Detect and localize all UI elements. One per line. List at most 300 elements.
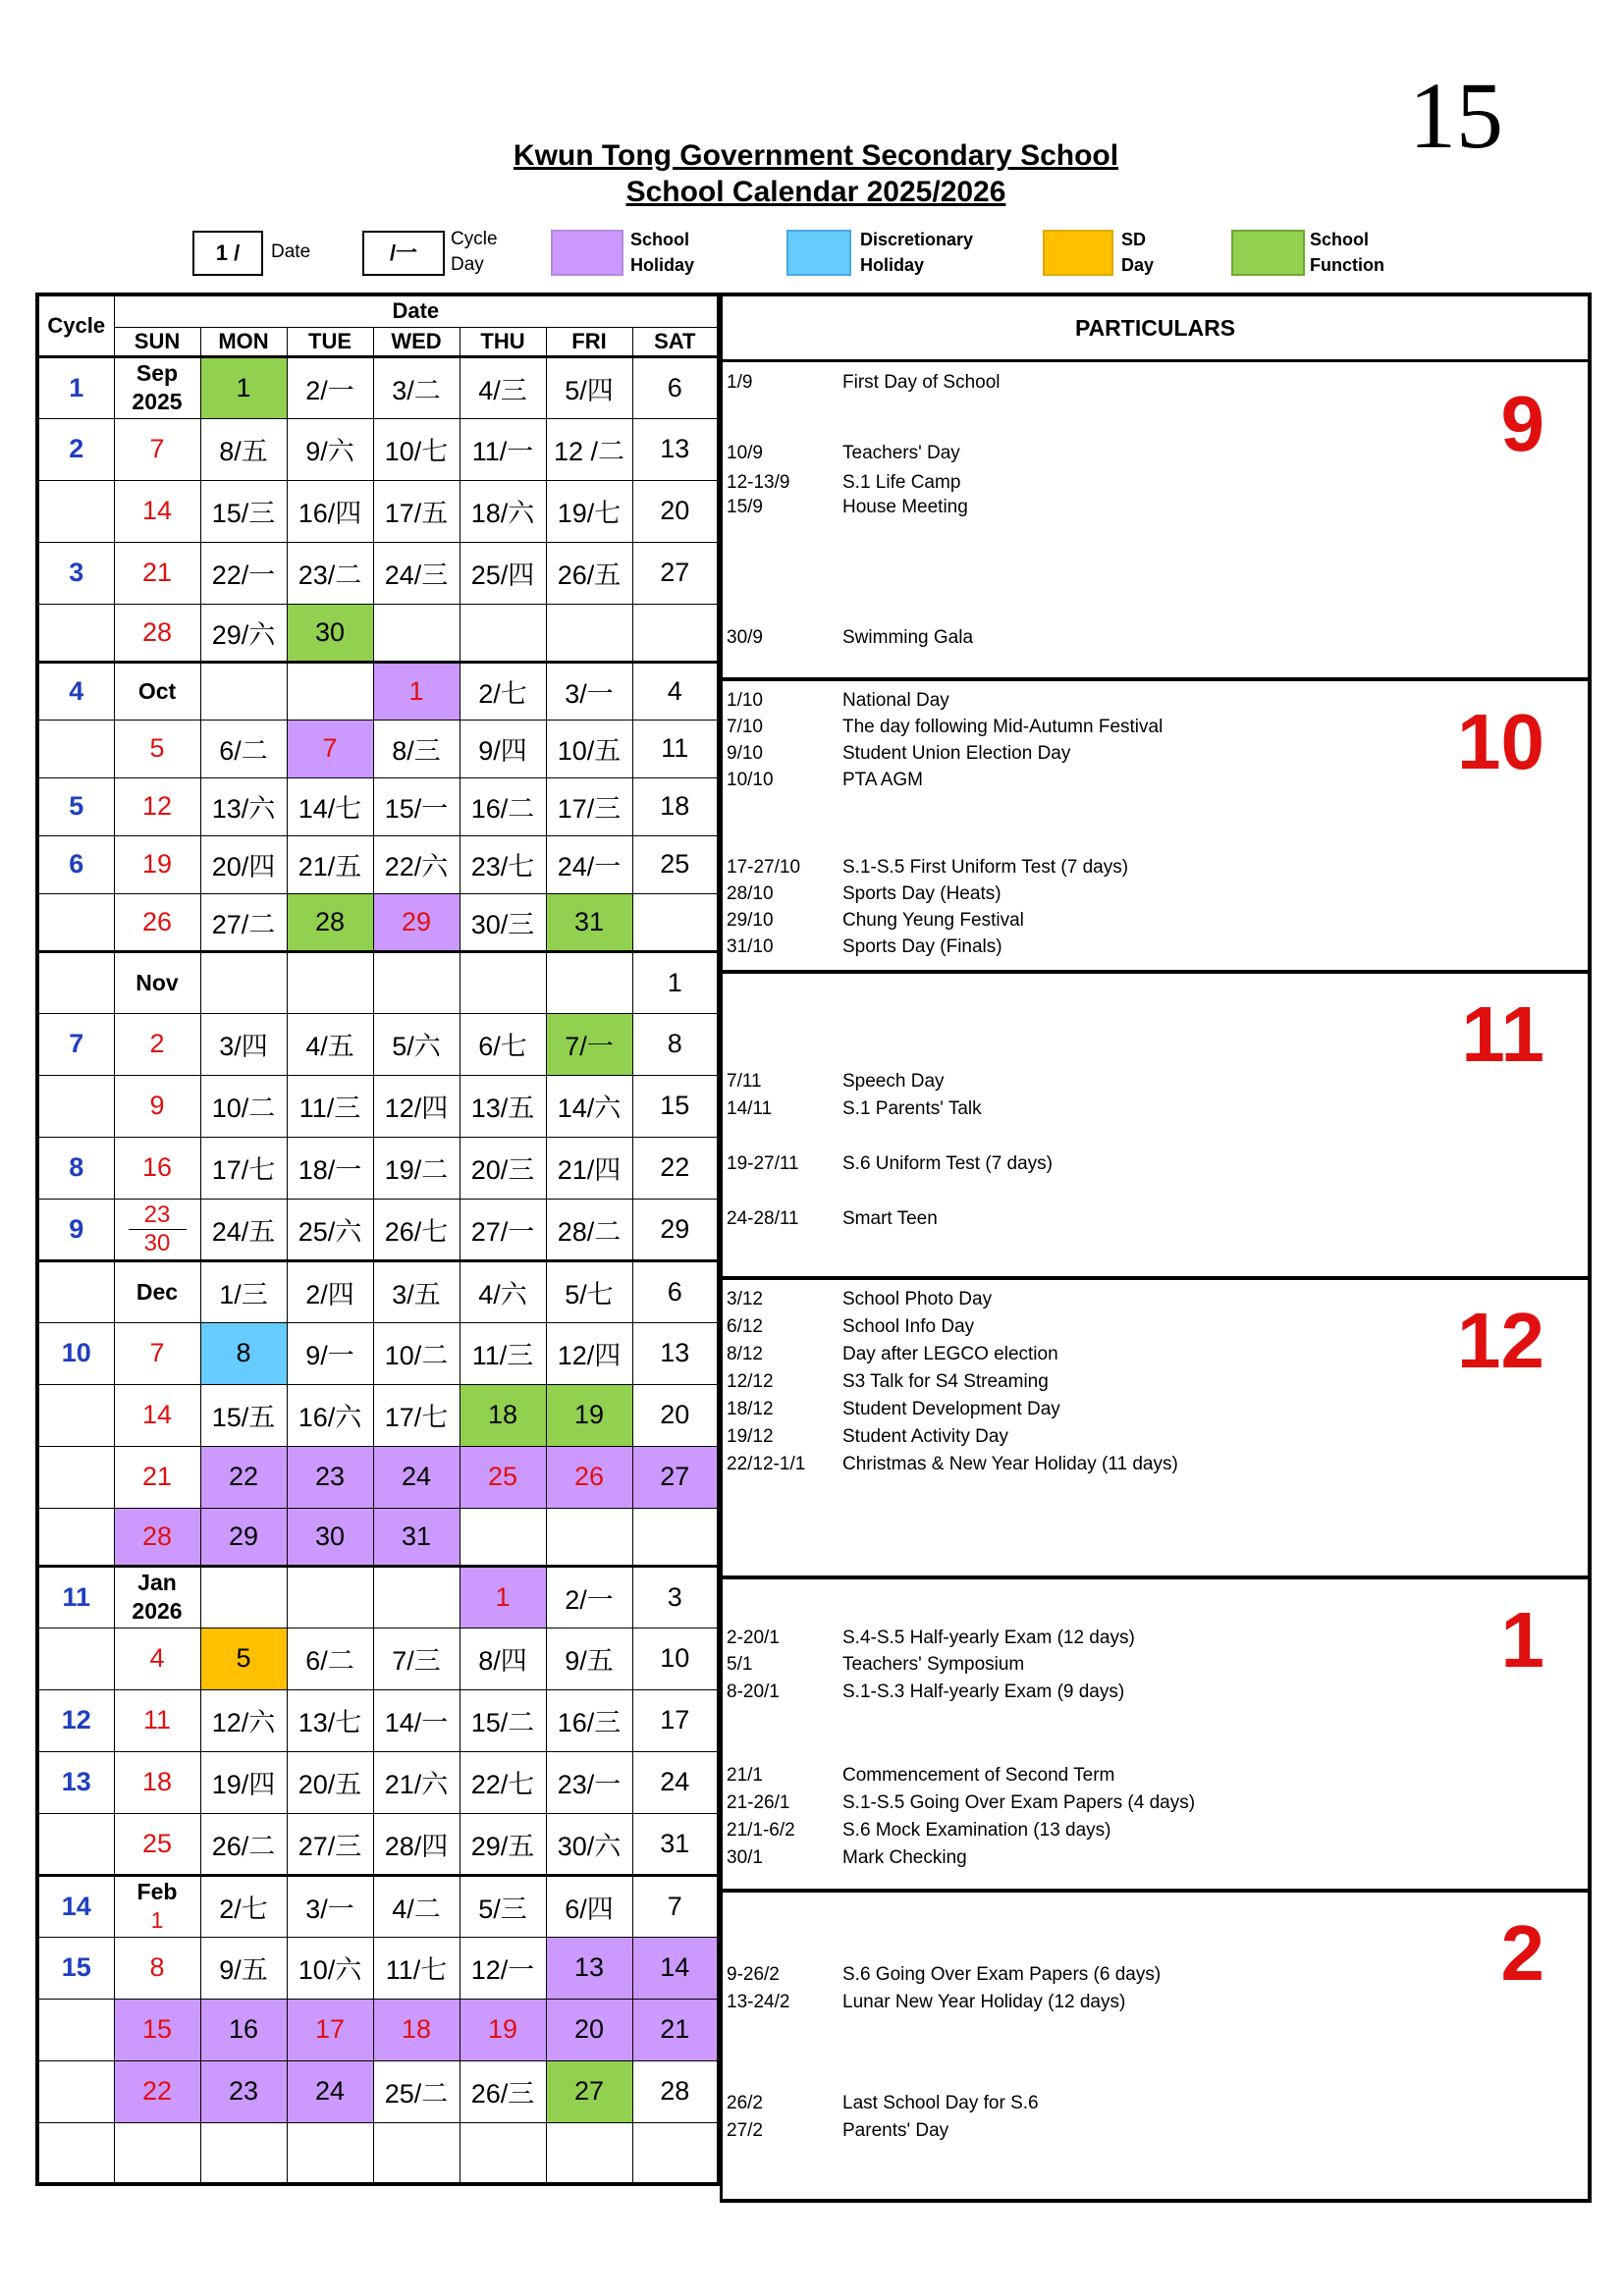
- date-cell: [200, 1566, 287, 1628]
- event-title: Christmas & New Year Holiday (11 days): [842, 1454, 1178, 1474]
- date-cell: 16/六: [287, 1384, 373, 1446]
- calendar-week-row: [37, 720, 719, 777]
- cycle-number: 6: [37, 835, 114, 893]
- date-cell: 6: [632, 356, 719, 418]
- calendar-week-row: [37, 1075, 719, 1137]
- month-label: [114, 356, 200, 418]
- date-cell: 23/一: [546, 1751, 632, 1813]
- month-section: [723, 1575, 1588, 1890]
- date-cell: 6/七: [460, 1013, 546, 1075]
- event-date: 3/12: [727, 1289, 763, 1309]
- event-date: 14/11: [727, 1098, 773, 1119]
- date-cell: [546, 2122, 632, 2184]
- cycle-number: 14: [37, 1875, 114, 1937]
- sunday-date-cell: 22: [114, 2060, 200, 2122]
- date-cell: 3/一: [287, 1875, 373, 1937]
- event-date: 19-27/11: [727, 1153, 799, 1174]
- date-cell: 24/五: [200, 1199, 287, 1260]
- month-label: [114, 1260, 200, 1322]
- month-name: Feb: [136, 1879, 178, 1904]
- date-cell: 6/二: [287, 1628, 373, 1689]
- event-title: First Day of School: [842, 372, 1001, 393]
- event-title: S.6 Uniform Test (7 days): [842, 1153, 1054, 1174]
- cycle-number: [37, 1999, 114, 2060]
- date-cell: [460, 1508, 546, 1566]
- event-title: S3 Talk for S4 Streaming: [842, 1371, 1049, 1392]
- date-cell: [373, 951, 460, 1013]
- date-cell: [546, 604, 632, 662]
- date-cell: 11: [632, 720, 719, 777]
- date-cell: 18: [632, 777, 719, 835]
- cycle-number: 7: [37, 1013, 114, 1075]
- date-cell: 4: [632, 662, 719, 720]
- sunday-date-cell: 14: [114, 1384, 200, 1446]
- calendar-grid: [35, 293, 721, 2186]
- date-cell: 15/二: [460, 1689, 546, 1751]
- date-cell: 22: [200, 1446, 287, 1508]
- event-title: Commencement of Second Term: [842, 1765, 1115, 1786]
- calendar-week-row: [37, 480, 719, 542]
- month-label: [114, 662, 200, 720]
- cycle-number: 11: [37, 1566, 114, 1628]
- event-date: 27/2: [727, 2120, 763, 2141]
- date-cell: 2/一: [546, 1566, 632, 1628]
- date-cell: 13/六: [200, 777, 287, 835]
- calendar-week-row: [37, 1689, 719, 1751]
- legend-sd-label-2: Day: [1121, 255, 1155, 275]
- date-cell: 3/二: [373, 356, 460, 418]
- date-cell: 24: [287, 2060, 373, 2122]
- date-cell: 13: [632, 418, 719, 480]
- event-title: S.1-S.5 First Uniform Test (7 days): [842, 857, 1129, 878]
- date-cell: 11/一: [460, 418, 546, 480]
- date-cell: 26/五: [546, 542, 632, 604]
- month-number: 11: [1461, 990, 1544, 1078]
- calendar-week-row: [37, 893, 719, 951]
- date-cell: 10/二: [200, 1075, 287, 1137]
- event-date: 17-27/10: [727, 857, 801, 878]
- date-cell: 2/四: [287, 1260, 373, 1322]
- date-cell: 28: [287, 893, 373, 951]
- month-section: [723, 677, 1588, 971]
- cycle-number: 1: [37, 356, 114, 418]
- date-cell: 30/三: [460, 893, 546, 951]
- date-cell: 7/三: [373, 1628, 460, 1689]
- event-title: Sports Day (Heats): [842, 883, 1001, 904]
- date-cell: 12/四: [373, 1075, 460, 1137]
- event-date: 13-24/2: [727, 1992, 790, 2012]
- date-cell: 19/七: [546, 480, 632, 542]
- date-cell: 16/二: [460, 777, 546, 835]
- date-cell: 1: [632, 951, 719, 1013]
- cycle-number: 4: [37, 662, 114, 720]
- sunday-date-cell: 28: [114, 1508, 200, 1566]
- day-header-wed: WED: [373, 327, 460, 356]
- legend-function-label-2: Function: [1310, 255, 1384, 275]
- date-cell: 5/七: [546, 1260, 632, 1322]
- cycle-number: 8: [37, 1137, 114, 1199]
- date-cell: 16: [200, 1999, 287, 2060]
- date-cell: 17: [287, 1999, 373, 2060]
- calendar-week-row: [37, 1875, 719, 1937]
- date-cell: 5/六: [373, 1013, 460, 1075]
- date-cell: 8/四: [460, 1628, 546, 1689]
- cycle-number: [37, 893, 114, 951]
- date-cell: 22: [632, 1137, 719, 1199]
- date-cell: 25: [632, 835, 719, 893]
- date-cell: 16/四: [287, 480, 373, 542]
- day-header-tue: TUE: [287, 327, 373, 356]
- calendar-week-row: [37, 418, 719, 480]
- cycle-number: [37, 1813, 114, 1875]
- date-cell: 20: [546, 1999, 632, 2060]
- month-number: 1: [1500, 1596, 1544, 1683]
- event-date: 1/9: [727, 372, 753, 393]
- date-cell: 27: [632, 542, 719, 604]
- date-cell: 26: [546, 1446, 632, 1508]
- event-date: 24-28/11: [727, 1208, 799, 1229]
- calendar-week-row: [37, 1446, 719, 1508]
- date-cell: 21: [632, 1999, 719, 2060]
- date-cell: 27/三: [287, 1813, 373, 1875]
- date-cell: 6: [632, 1260, 719, 1322]
- cycle-number: 12: [37, 1689, 114, 1751]
- month-name: Jan: [137, 1570, 177, 1595]
- date-cell: 29/五: [460, 1813, 546, 1875]
- date-cell: 5/三: [460, 1875, 546, 1937]
- date-cell: 18: [460, 1384, 546, 1446]
- legend-discretionary-holiday-swatch: [786, 230, 851, 276]
- date-cell: 23/二: [287, 542, 373, 604]
- date-cell: 3/四: [200, 1013, 287, 1075]
- event-date: 9/10: [727, 743, 763, 764]
- date-cell: [287, 662, 373, 720]
- cycle-number: [37, 604, 114, 662]
- date-cell: 14/一: [373, 1689, 460, 1751]
- date-cell: 30/六: [546, 1813, 632, 1875]
- event-title: S.6 Going Over Exam Papers (6 days): [842, 1964, 1162, 1985]
- date-cell: [373, 604, 460, 662]
- sunday-date-cell: 7: [114, 1322, 200, 1384]
- date-cell: 19/四: [200, 1751, 287, 1813]
- event-title: S.1 Parents' Talk: [842, 1098, 982, 1119]
- legend-school-holiday-swatch: [551, 230, 623, 276]
- date-cell: [287, 2122, 373, 2184]
- date-cell: 22/六: [373, 835, 460, 893]
- event-date: 9-26/2: [727, 1964, 780, 1985]
- cycle-number: [37, 480, 114, 542]
- date-cell: 24/三: [373, 542, 460, 604]
- event-title: The day following Mid-Autumn Festival: [842, 717, 1164, 737]
- date-cell: [373, 1566, 460, 1628]
- cycle-number: 5: [37, 777, 114, 835]
- date-cell: 23: [200, 2060, 287, 2122]
- calendar-week-row: [37, 1628, 719, 1689]
- legend-school-holiday-label: School: [630, 230, 690, 249]
- event-title: S.6 Mock Examination (13 days): [842, 1820, 1111, 1841]
- date-cell: 1/三: [200, 1260, 287, 1322]
- date-cell: 20: [632, 1384, 719, 1446]
- cycle-number: 15: [37, 1937, 114, 1999]
- date-cell: 21/四: [546, 1137, 632, 1199]
- sunday-date-cell: 14: [114, 480, 200, 542]
- cycle-header: Cycle: [37, 294, 114, 356]
- date-cell: 1: [200, 356, 287, 418]
- date-cell: [632, 893, 719, 951]
- date-cell: 29: [200, 1508, 287, 1566]
- date-cell: 5: [200, 1628, 287, 1689]
- date-cell: 9/五: [546, 1628, 632, 1689]
- day-header-sun: SUN: [114, 327, 200, 356]
- event-date: 21-26/1: [727, 1792, 790, 1813]
- event-date: 15/9: [727, 497, 763, 517]
- cycle-number: [37, 2060, 114, 2122]
- date-cell: 28: [632, 2060, 719, 2122]
- event-title: S.1-S.5 Going Over Exam Papers (4 days): [842, 1792, 1196, 1813]
- date-cell: 23: [287, 1446, 373, 1508]
- date-cell: 18/一: [287, 1137, 373, 1199]
- event-date: 2-20/1: [727, 1628, 780, 1648]
- calendar-week-row: [37, 2060, 719, 2122]
- sunday-date-cell: 8: [114, 1937, 200, 1999]
- cycle-number: 10: [37, 1322, 114, 1384]
- date-cell: 30: [287, 1508, 373, 1566]
- date-cell: 31: [373, 1508, 460, 1566]
- legend-cycle-box: /一: [362, 231, 445, 276]
- date-cell: 25/四: [460, 542, 546, 604]
- event-title: School Photo Day: [842, 1289, 993, 1309]
- date-cell: 2/七: [200, 1875, 287, 1937]
- event-title: House Meeting: [842, 497, 968, 517]
- date-cell: 28/二: [546, 1199, 632, 1260]
- date-cell: 15: [632, 1075, 719, 1137]
- school-name: Kwun Tong Government Secondary School: [513, 139, 1119, 172]
- event-title: Chung Yeung Festival: [842, 910, 1024, 931]
- date-cell: 25/六: [287, 1199, 373, 1260]
- date-cell: 8/五: [200, 418, 287, 480]
- calendar-week-row: [37, 604, 719, 662]
- event-date: 6/12: [727, 1316, 763, 1337]
- event-date: 12/12: [727, 1371, 774, 1392]
- date-cell: 25/二: [373, 2060, 460, 2122]
- event-title: S.4-S.5 Half-yearly Exam (12 days): [842, 1628, 1135, 1648]
- date-cell: 13/五: [460, 1075, 546, 1137]
- sunday-date-cell: 2: [114, 1013, 200, 1075]
- event-title: National Day: [842, 690, 949, 711]
- date-cell: [287, 951, 373, 1013]
- event-title: S.1 Life Camp: [842, 472, 961, 493]
- calendar-week-row: [37, 542, 719, 604]
- date-cell: 27/二: [200, 893, 287, 951]
- date-cell: [460, 2122, 546, 2184]
- calendar-week-row: [37, 1508, 719, 1566]
- event-date: 12-13/9: [727, 472, 790, 493]
- event-title: Swimming Gala: [842, 627, 974, 648]
- date-cell: 1: [373, 662, 460, 720]
- cycle-number: [37, 951, 114, 1013]
- calendar-week-row: [37, 835, 719, 893]
- cycle-number: [37, 720, 114, 777]
- calendar-week-row: [37, 777, 719, 835]
- month-number: 12: [1457, 1297, 1544, 1384]
- legend-function-label: School: [1310, 230, 1370, 249]
- month-section: [723, 970, 1588, 1277]
- sunday-date-cell: 11: [114, 1689, 200, 1751]
- event-date: 31/10: [727, 936, 774, 957]
- month-label: [114, 951, 200, 1013]
- event-date: 5/1: [727, 1654, 753, 1675]
- calendar-week-row: [37, 1566, 719, 1628]
- date-cell: 10: [632, 1628, 719, 1689]
- legend-cycle-label: Cycle: [451, 229, 498, 249]
- calendar-week-row: [37, 1751, 719, 1813]
- day-header-sat: SAT: [632, 327, 719, 356]
- event-date: 21/1-6/2: [727, 1820, 795, 1841]
- event-title: Smart Teen: [842, 1208, 938, 1229]
- month-year: 2026: [132, 1598, 183, 1624]
- date-cell: [460, 604, 546, 662]
- legend-sd-day-swatch: [1043, 230, 1113, 276]
- date-cell: 13: [546, 1937, 632, 1999]
- date-cell: 17/五: [373, 480, 460, 542]
- calendar-week-row: [37, 2122, 719, 2184]
- event-date: 7/11: [727, 1071, 762, 1092]
- particulars-panel: [720, 293, 1592, 2203]
- date-cell: 4/六: [460, 1260, 546, 1322]
- calendar-week-row: [37, 356, 719, 418]
- calendar-week-row: [37, 1937, 719, 1999]
- event-date: 10/9: [727, 443, 763, 463]
- date-cell: [200, 2122, 287, 2184]
- sunday-date-cell: 18: [114, 1751, 200, 1813]
- cycle-number: [37, 1075, 114, 1137]
- date-cell: 24: [373, 1446, 460, 1508]
- event-title: PTA AGM: [842, 770, 924, 790]
- date-cell: 7: [287, 720, 373, 777]
- month-section: [723, 1889, 1588, 2207]
- event-date: 8/12: [727, 1344, 763, 1364]
- calendar-week-row: [37, 1137, 719, 1199]
- calendar-week-row: [37, 1322, 719, 1384]
- date-cell: 28/四: [373, 1813, 460, 1875]
- date-cell: 24: [632, 1751, 719, 1813]
- date-value: 23: [129, 1201, 187, 1230]
- date-cell: 14/六: [546, 1075, 632, 1137]
- date-cell: [460, 951, 546, 1013]
- date-cell: 19/二: [373, 1137, 460, 1199]
- date-cell: 15/一: [373, 777, 460, 835]
- date-cell: 8/三: [373, 720, 460, 777]
- date-cell: 11/三: [287, 1075, 373, 1137]
- event-title: School Info Day: [842, 1316, 975, 1337]
- sunday-date-cell: 9: [114, 1075, 200, 1137]
- calendar-week-row: [37, 1199, 719, 1260]
- calendar-week-row: [37, 1813, 719, 1875]
- date-cell: 29: [373, 893, 460, 951]
- legend-discretionary-label: Discretionary: [860, 230, 974, 249]
- month-section: [723, 363, 1588, 673]
- date-value-2: 30: [143, 1229, 171, 1256]
- date-cell: 10/七: [373, 418, 460, 480]
- event-title: Last School Day for S.6: [842, 2093, 1039, 2113]
- month-name: Sep: [135, 360, 179, 386]
- month-label: [114, 1875, 200, 1937]
- split-date-cell: [114, 1199, 200, 1260]
- sunday-date-cell: 15: [114, 1999, 200, 2060]
- date-cell: 3/一: [546, 662, 632, 720]
- calendar-week-row: [37, 662, 719, 720]
- legend-school-holiday-label-2: Holiday: [630, 255, 695, 275]
- date-cell: 3/五: [373, 1260, 460, 1322]
- date-cell: 29: [632, 1199, 719, 1260]
- calendar-week-row: [37, 1999, 719, 2060]
- date-cell: 1: [460, 1566, 546, 1628]
- sunday-date-cell: 4: [114, 1628, 200, 1689]
- date-cell: 17/七: [200, 1137, 287, 1199]
- date-cell: 21/六: [373, 1751, 460, 1813]
- date-cell: 9/一: [287, 1322, 373, 1384]
- date-cell: 19: [546, 1384, 632, 1446]
- month-number: 10: [1457, 698, 1544, 785]
- day-header-mon: MON: [200, 327, 287, 356]
- sunday-date-cell: 12: [114, 777, 200, 835]
- calendar-week-row: [37, 951, 719, 1013]
- date-cell: 4/三: [460, 356, 546, 418]
- cycle-number: 9: [37, 1199, 114, 1260]
- month-name: Oct: [137, 677, 177, 704]
- cycle-number: [37, 2122, 114, 2184]
- event-date: 22/12-1/1: [727, 1454, 806, 1474]
- calendar-title: School Calendar 2025/2026: [625, 176, 1006, 208]
- date-cell: 25: [460, 1446, 546, 1508]
- date-cell: 21/五: [287, 835, 373, 893]
- date-cell: 9/五: [200, 1937, 287, 1999]
- date-cell: 27: [632, 1446, 719, 1508]
- page-number: 15: [1409, 63, 1503, 168]
- date-cell: 3: [632, 1566, 719, 1628]
- date-cell: 7/一: [546, 1013, 632, 1075]
- event-date: 8-20/1: [727, 1682, 780, 1702]
- month-number: 9: [1500, 380, 1544, 467]
- date-cell: 14/七: [287, 777, 373, 835]
- legend-school-function-swatch: [1231, 230, 1305, 276]
- date-cell: 17/七: [373, 1384, 460, 1446]
- date-cell: 9/四: [460, 720, 546, 777]
- date-cell: 14: [632, 1937, 719, 1999]
- date-cell: 20/四: [200, 835, 287, 893]
- cycle-number: [37, 1628, 114, 1689]
- sunday-date-cell: 16: [114, 1137, 200, 1199]
- cycle-number: [37, 1260, 114, 1322]
- date-cell: 20: [632, 480, 719, 542]
- date-cell: 12/四: [546, 1322, 632, 1384]
- legend-cycle-label-2: Day: [451, 254, 484, 275]
- date-cell: 18: [373, 1999, 460, 2060]
- date-cell: 20/五: [287, 1751, 373, 1813]
- event-date: 19/12: [727, 1426, 774, 1447]
- event-title: Teachers' Symposium: [842, 1654, 1025, 1675]
- date-cell: 13/七: [287, 1689, 373, 1751]
- event-date: 18/12: [727, 1399, 774, 1419]
- event-title: Lunar New Year Holiday (12 days): [842, 1992, 1126, 2012]
- date-cell: 11/三: [460, 1322, 546, 1384]
- date-cell: [200, 662, 287, 720]
- sunday-date-cell: 28: [114, 604, 200, 662]
- date-cell: 9/六: [287, 418, 373, 480]
- date-cell: 13: [632, 1322, 719, 1384]
- date-cell: 10/六: [287, 1937, 373, 1999]
- date-cell: [546, 1508, 632, 1566]
